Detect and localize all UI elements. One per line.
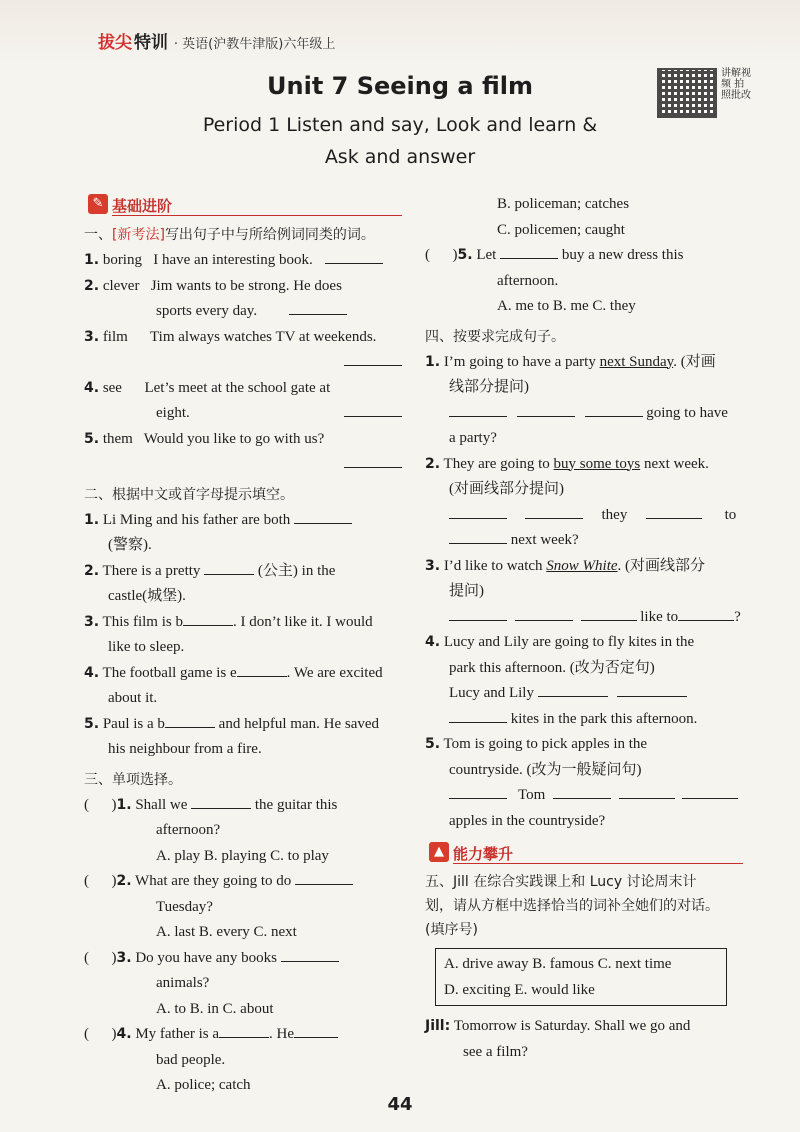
answer-blank[interactable] [204,560,254,575]
underlined-part: Snow White [546,557,618,574]
question-text: My father is a [135,1026,220,1042]
s4-item-1-end: a party? [449,430,497,446]
s4-item-2-cont: (对画线部分提问) [449,481,564,497]
book-brand [98,28,335,53]
item-sentence: next week. [640,455,709,472]
s4-item-1-blanks [425,401,743,427]
section-5-heading [425,870,743,942]
s3-item-5-options: A. me to B. me C. they [497,298,636,314]
item-sentence: Tim always watches TV at weekends. [150,328,377,345]
item-sentence: . (对画 [673,353,716,370]
s3-item-2-options: A. last B. every C. next [156,924,297,940]
answer-blank[interactable] [500,244,558,259]
word-bank-row: A. drive away B. famous C. next time [444,956,672,972]
s3-item-1: ( )1. Shall we the guitar this [84,793,402,819]
s3-item-4-cont: bad people. [156,1051,226,1068]
s1-item-4-cont [84,401,402,427]
s4-item-5 [425,732,743,758]
question-text: Do you have any books [135,949,277,966]
answer-blank[interactable] [515,606,573,621]
item-number: 5. [84,430,100,447]
s2-item-3-cont: like to sleep. [108,639,185,655]
answer-blank[interactable] [517,402,575,417]
item-sentence: to [724,506,737,523]
item-sentence: I’d like to watch [443,557,547,574]
item-sentence-cont: eight. [156,405,190,421]
item-number: 5. [84,715,100,732]
rocket-icon: ▲ [429,842,449,862]
answer-blank[interactable] [449,708,507,723]
item-number: 3. [425,557,441,574]
right-column [425,192,743,1065]
item-sentence-cont: sports every day. [156,303,258,319]
s1-item-3 [84,325,402,351]
s1-item-4 [84,376,402,402]
instruction-line: (填序号) [425,922,478,938]
s3-item-4: ( )4. My father is a . He [84,1022,402,1048]
s3-item-5: ( )5. Let buy a new dress this [425,243,743,269]
unit-title: Unit 7 Seeing a film [267,72,533,100]
example-word: boring [102,252,142,268]
item-sentence: (公主) in the [257,562,336,579]
item-sentence: going to have [646,404,728,421]
answer-blank[interactable] [449,606,507,621]
answer-blank[interactable] [678,606,734,621]
s1-item-3-blank-row [84,350,402,376]
item-number: 1. [425,353,441,370]
underlined-part: next Sunday [599,353,674,370]
item-sentence: Would you like to go with us? [143,430,325,447]
section-instruction: 写出句子中与所给例词同类的词。 [164,227,375,243]
item-sentence: like to [640,608,679,625]
banner-title: 能力攀升 [453,845,514,863]
pencil-icon: ✎ [88,194,108,214]
s3-item-1-cont: afternoon? [156,822,221,838]
s3-item-3: ( )3. Do you have any books [84,946,402,972]
section-3-heading: 三、单项选择。 [84,771,182,788]
item-sentence: and helpful man. He saved [218,715,380,732]
item-sentence: Tom is going to pick apples in the [443,736,648,752]
s3-item-2: ( )2. What are they going to do [84,869,402,895]
s4-item-2 [425,452,743,478]
item-number: 1. [84,252,100,268]
answer-blank[interactable] [344,453,402,468]
answer-blank[interactable] [617,682,687,697]
item-number: 2. [84,562,100,579]
s1-item-2-cont [84,299,402,325]
s2-item-2 [84,559,402,585]
item-number: 4. [84,664,100,681]
s2-item-5-cont: his neighbour from a fire. [108,741,262,757]
item-number: 3. [116,949,132,966]
s4-item-4-blanks [425,681,743,707]
s2-item-1 [84,508,402,534]
answer-blank[interactable] [449,504,507,519]
speaker-name: Jill: [425,1018,451,1034]
banner-title: 基础进阶 [112,197,173,215]
answer-blank[interactable] [449,784,507,799]
answer-blank[interactable] [581,606,637,621]
s4-item-4-end [425,707,743,733]
item-number: 2. [425,455,441,472]
s4-item-1-cont: 线部分提问) [449,379,529,395]
s4-item-2-end [425,528,743,554]
s4-item-5-end: apples in the countryside? [449,812,606,829]
section-banner-advanced [425,840,743,866]
item-sentence: Let’s meet at the school gate at [144,379,331,396]
underlined-part: buy some toys [553,455,641,472]
s4-item-3 [425,554,743,580]
answer-blank[interactable] [294,1023,338,1038]
s1-item-5-blank-row [84,452,402,478]
answer-blank[interactable] [294,509,352,524]
example-word: clever [102,277,140,294]
answer-blank[interactable] [553,784,611,799]
item-sentence: . I don’t like it. I would [232,613,373,630]
answer-blank[interactable] [682,784,738,799]
section-2-heading: 二、根据中文或首字母提示填空。 [84,486,294,503]
question-text: What are they going to do [135,873,292,889]
item-number: 1. [116,796,132,813]
answer-blank[interactable] [191,794,251,809]
question-text: Let [476,247,497,263]
item-number: 5. [457,247,473,263]
item-sentence: ? [734,608,741,625]
s3-item-3-options: A. to B. in C. about [156,1000,274,1017]
section-number: 一、 [84,227,112,243]
s1-item-1 [84,248,402,274]
s3-item-1-options: A. play B. playing C. to play [156,847,329,864]
answer-blank[interactable] [646,504,702,519]
s3-item-5-cont: afternoon. [497,272,559,289]
item-number: 5. [425,736,441,752]
s4-item-2-blanks [425,503,743,529]
period-title-line1: Period 1 Listen and say, Look and learn & [202,114,598,136]
item-sentence: next week? [510,532,579,548]
s1-item-5 [84,427,402,453]
item-sentence: Paul is a b [102,715,165,732]
item-sentence: Tom [517,787,546,803]
word-bank-box [435,948,727,1006]
item-sentence: Lucy and Lily [449,685,534,701]
answer-blank[interactable] [449,529,507,544]
s4-item-5-cont: countryside. (改为一般疑问句) [449,761,642,778]
item-number: 4. [84,379,100,396]
example-word: them [102,430,133,447]
item-sentence: . We are excited [286,664,383,681]
s2-item-3 [84,610,402,636]
item-number: 2. [116,873,132,889]
item-sentence: The football game is e [102,664,237,681]
brand-red-text: 拔尖 [98,33,132,53]
question-text: the guitar this [254,796,338,813]
s4-item-3-blanks [425,605,743,631]
item-sentence: they [601,506,628,523]
s2-item-5 [84,712,402,738]
s1-item-2 [84,274,402,300]
s4-item-1 [425,350,743,376]
section-1-heading [84,224,402,244]
answer-blank[interactable] [344,351,402,366]
answer-blank[interactable] [281,947,339,962]
item-sentence: Jim wants to be strong. He does [150,277,342,294]
s4-item-4 [425,630,743,656]
answer-blank[interactable] [619,784,675,799]
s3-item-4-option-b: B. policeman; catches [497,196,630,212]
instruction-line: 五、Jill 在综合实践课上和 Lucy 讨论周末计 [425,874,697,890]
word-bank-row: D. exciting E. would like [444,982,595,998]
item-sentence: They are going to [443,455,554,472]
dialogue-line-2: see a film? [463,1043,528,1060]
section-4-heading: 四、按要求完成句子。 [425,328,565,345]
item-number: 4. [116,1026,132,1042]
answer-blank[interactable] [538,682,608,697]
item-number: 3. [84,613,100,630]
item-sentence: Li Ming and his father are both [102,511,291,528]
answer-blank[interactable] [525,504,583,519]
item-sentence: I’m going to have a party [443,353,600,370]
brand-dark-text: 特训 [134,33,168,53]
s4-item-3-cont: 提问) [449,583,484,599]
item-sentence: There is a pretty [102,562,201,579]
answer-blank[interactable] [183,611,233,626]
s3-item-3-cont: animals? [156,975,210,991]
s2-item-4 [84,661,402,687]
instruction-line: 划，请从方框中选择恰当的词补全她们的对话。 [425,898,719,914]
item-number: 2. [84,277,100,294]
item-number: 3. [84,328,100,345]
answer-blank[interactable] [449,402,507,417]
dialogue-line-1 [425,1014,743,1040]
s3-item-4-option-a: A. police; catch [156,1077,251,1093]
example-word: see [102,379,122,396]
s3-item-2-cont: Tuesday? [156,898,213,915]
item-sentence: kites in the park this afternoon. [510,710,698,727]
answer-blank[interactable] [325,249,383,264]
item-sentence: . (对画线部分 [617,557,706,574]
banner-rule [112,215,402,216]
s3-item-4-option-c: C. policemen; caught [497,221,625,238]
question-text: buy a new dress this [561,247,684,263]
answer-blank[interactable] [295,870,353,885]
s2-item-4-cont: about it. [108,690,158,706]
section-banner-basic [84,192,402,218]
qr-caption: 讲解视频 拍照批改 [721,68,751,101]
example-word: film [102,328,128,345]
page-number: 44 [387,1094,413,1115]
item-sentence: This film is b [102,613,183,630]
item-number: 4. [425,634,441,650]
new-method-tag: [新考法] [112,227,165,243]
period-title-line2: Ask and answer [324,146,476,168]
answer-blank[interactable] [219,1023,269,1038]
item-number: 1. [84,511,100,528]
answer-blank[interactable] [165,713,215,728]
answer-blank[interactable] [289,300,347,315]
item-sentence: I have an interesting book. [153,252,313,268]
question-text: . He [269,1026,295,1042]
s4-item-4-cont: park this afternoon. (改为否定句) [449,659,655,676]
answer-blank[interactable] [344,402,402,417]
banner-rule [453,863,743,864]
item-sentence: Lucy and Lily are going to fly kites in the [443,634,695,650]
question-text: Shall we [135,796,188,813]
s2-item-2-cont: castle(城堡). [108,588,186,604]
answer-blank[interactable] [237,662,287,677]
s2-item-1-cont: (警察). [108,537,152,553]
brand-subtitle: · 英语(沪教牛津版)六年级上 [173,37,336,52]
left-column [84,192,402,1099]
s4-item-5-blanks [425,783,743,809]
dialogue-text: Tomorrow is Saturday. Shall we go and [453,1018,691,1034]
answer-blank[interactable] [585,402,643,417]
